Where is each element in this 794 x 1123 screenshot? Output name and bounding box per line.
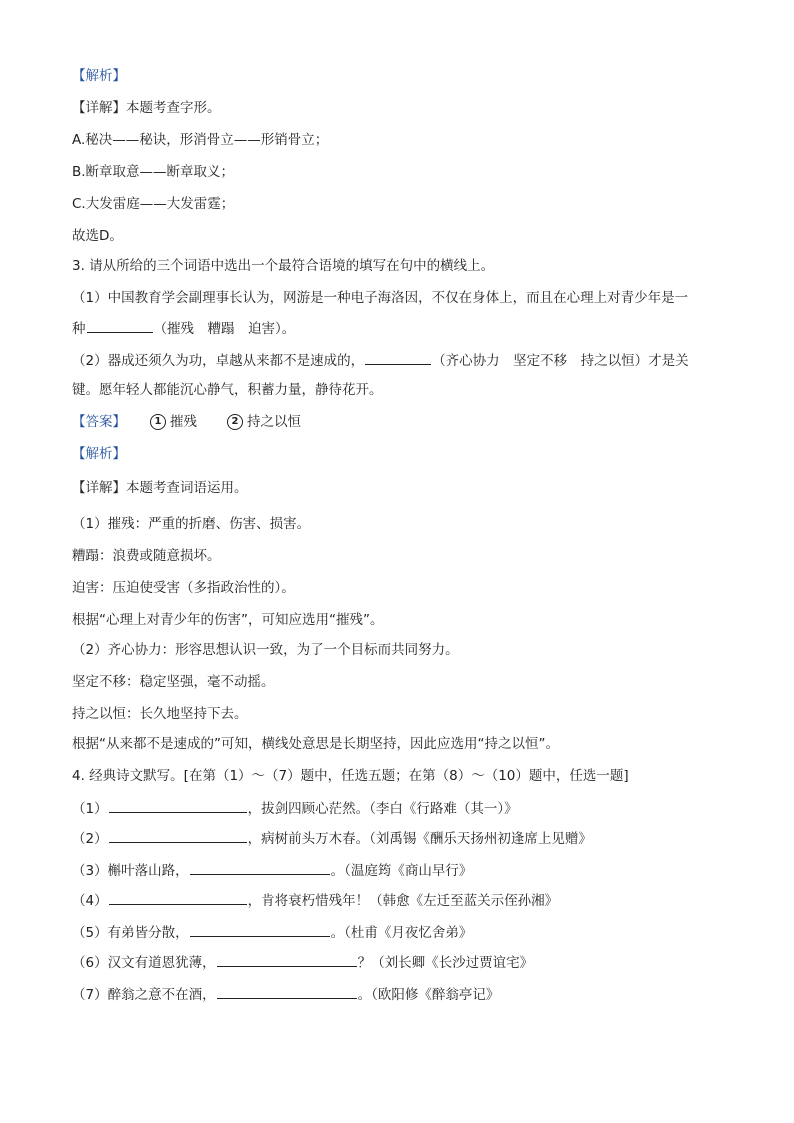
- poem-item: [72, 798, 714, 819]
- answer-2: 持之以恒: [247, 414, 301, 430]
- poem-item: [72, 922, 714, 943]
- explain-line: （2）齐心协力：形容思想认识一致，为了一个目标而共同努力。: [72, 642, 459, 658]
- fill-blank: [109, 828, 247, 843]
- poem-pre: （7）醉翁之意不在酒，: [72, 987, 216, 1003]
- fill-blank: [217, 984, 357, 999]
- poem-pre: （5）有弟皆分散，: [72, 925, 189, 941]
- fill-blank: [109, 798, 247, 813]
- q3-p1-line1: （1）中国教育学会副理事长认为，网游是一种电子海洛因，不仅在身体上，而且在心理上对青少年是一: [72, 290, 689, 306]
- explain-line: （1）摧残：严重的折磨、伤害、损害。: [72, 516, 311, 532]
- detail-text: 本题考查字形。: [126, 100, 221, 116]
- poem-item: [72, 984, 714, 1005]
- fill-blank: [109, 890, 247, 905]
- poem-post: ，病树前头万木春。（刘禹锡《酬乐天扬州初逢席上见赠》: [247, 831, 592, 847]
- explain-line: 糟蹋：浪费或随意损坏。: [72, 548, 221, 564]
- poem-item: [72, 828, 714, 849]
- q3-p1-pre: 种: [72, 321, 86, 337]
- poem-item: [72, 952, 714, 973]
- explain-line: 坚定不移：稳定坚强，毫不动摇。: [72, 674, 275, 690]
- option-b: B.断章取意——断章取义；: [72, 164, 235, 180]
- choice-line: 故选D。: [72, 228, 123, 244]
- q3-p1-line2: [72, 318, 714, 339]
- poem-post: 。（杜甫《月夜忆舍弟》: [330, 925, 473, 941]
- poem-pre: （2）: [72, 831, 108, 847]
- fill-blank: [87, 318, 153, 333]
- answer-1: 摧残: [170, 414, 197, 430]
- detail-tag: 【详解】: [72, 480, 126, 496]
- poem-item: [72, 890, 714, 911]
- fill-blank: [190, 922, 330, 937]
- detail-text: 本题考查词语运用。: [126, 480, 248, 496]
- q3-p2-post: （齐心协力 坚定不移 持之以恒）才是关: [432, 353, 689, 369]
- answer-line: [72, 412, 714, 432]
- explain-line: 根据“从来都不是速成的”可知，横线处意思是长期坚持，因此应选用“持之以恒”。: [72, 736, 559, 752]
- detail-line-2: [72, 478, 714, 498]
- poem-item: [72, 860, 714, 881]
- detail-tag: 【详解】: [72, 100, 126, 116]
- circled-number-1: 1: [150, 414, 166, 430]
- fill-blank: [190, 860, 330, 875]
- poem-post: 。（欧阳修《醉翁亭记》: [357, 987, 500, 1003]
- poem-pre: （6）汉文有道恩犹薄，: [72, 955, 216, 971]
- q3-p2-line1: [72, 350, 714, 371]
- poem-post: ，肯将衰朽惜残年！（韩愈《左迁至蓝关示侄孙湘》: [247, 893, 559, 909]
- detail-line: [72, 98, 714, 118]
- option-a: A.秘决——秘诀，形消骨立——形销骨立；: [72, 132, 329, 148]
- poem-pre: （4）: [72, 893, 108, 909]
- poem-post: 。（温庭筠《商山早行》: [330, 863, 473, 879]
- q4-stem: 4. 经典诗文默写。[在第（1）～（7）题中，任选五题；在第（8）～（10）题中，任选一题]: [72, 768, 629, 784]
- analysis-tag: 【解析】: [72, 68, 126, 84]
- poem-pre: （3）槲叶落山路，: [72, 863, 189, 879]
- poem-pre: （1）: [72, 801, 108, 817]
- analysis-tag: 【解析】: [72, 446, 126, 462]
- poem-post: ？（刘长卿《长沙过贾谊宅》: [357, 955, 534, 971]
- q3-stem: 3. 请从所给的三个词语中选出一个最符合语境的填写在句中的横线上。: [72, 258, 495, 274]
- circled-number-2: 2: [227, 414, 243, 430]
- q3-p2-line2: 键。愿年轻人都能沉心静气，积蓄力量，静待花开。: [72, 382, 383, 398]
- fill-blank: [217, 952, 357, 967]
- option-c: C.大发雷庭——大发雷霆；: [72, 196, 235, 212]
- q3-p2-pre: （2）器成还须久为功，卓越从来都不是速成的，: [72, 353, 365, 369]
- q3-p1-post: （摧残 糟蹋 迫害）。: [153, 321, 296, 337]
- explain-line: 持之以恒：长久地坚持下去。: [72, 706, 248, 722]
- explain-line: 根据“心理上对青少年的伤害”，可知应选用“摧残”。: [72, 612, 384, 628]
- analysis-heading-2: [72, 444, 714, 464]
- poem-post: ，拔剑四顾心茫然。（李白《行路难（其一）》: [247, 801, 518, 817]
- answer-tag: 【答案】: [72, 414, 126, 430]
- analysis-heading: [72, 66, 714, 86]
- explain-line: 迫害：压迫使受害（多指政治性的）。: [72, 580, 295, 596]
- fill-blank: [365, 350, 431, 365]
